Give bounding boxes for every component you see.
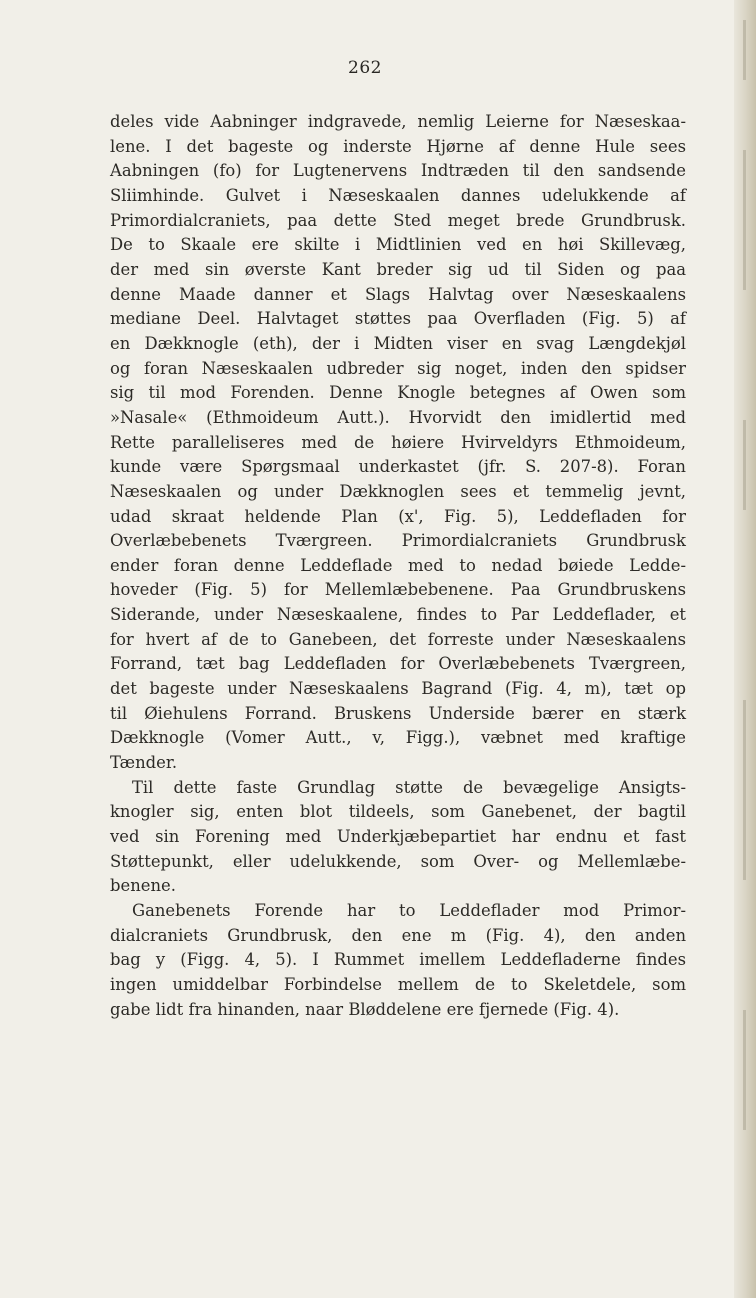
text-line: og foran Næseskaalen udbreder sig noget, inden den spidser bbox=[110, 358, 686, 378]
text-line: Til dette faste Grundlag støtte de bevægelige Ansigts- bbox=[132, 777, 686, 797]
text-line: bag y (Figg. 4, 5). I Rummet imellem Leddefladerne findes bbox=[110, 950, 686, 970]
text-line: ved sin Forening med Underkjæbepartiet har endnu et fast bbox=[110, 827, 686, 847]
text-line: ender foran denne Leddeflade med to nedad bøiede Ledde- bbox=[110, 555, 686, 575]
text-line: ingen umiddelbar Forbindelse mellem de to Skeletdele, som bbox=[110, 974, 686, 994]
text-line: deles vide Aabninger indgravede, nemlig Leierne for Næseskaa- bbox=[110, 112, 686, 131]
edge-strip bbox=[743, 150, 746, 290]
text-line: udad skraat heldende Plan (x', Fig. 5), Leddefladen for bbox=[110, 506, 686, 526]
text-line: dialcraniets Grundbrusk, den ene m (Fig. 4), den anden bbox=[110, 925, 686, 945]
paragraph bbox=[110, 776, 686, 899]
text-line: Forrand, tæt bag Leddefladen for Overlæbebenets Tværgreen, bbox=[110, 654, 686, 674]
text-line: denne Maade danner et Slags Halvtag over Næseskaalens bbox=[110, 284, 686, 304]
paragraph bbox=[110, 899, 686, 1022]
text-line: lene. I det bageste og inderste Hjørne af denne Hule sees bbox=[110, 136, 686, 156]
edge-strip bbox=[743, 700, 746, 880]
text-line: kunde være Spørgsmaal underkastet (jfr. S. 207-8). Foran bbox=[110, 457, 686, 477]
text-line: Sliimhinde. Gulvet i Næseskaalen dannes udelukkende af bbox=[110, 185, 686, 205]
text-line: Støttepunkt, eller udelukkende, som Over- og Mellemlæbe- bbox=[110, 851, 686, 871]
text-line: Næseskaalen og under Dækknoglen sees et temmelig jevnt, bbox=[110, 481, 686, 501]
edge-strip bbox=[743, 420, 746, 510]
text-line: det bageste under Næseskaalens Bagrand (Fig. 4, m), tæt op bbox=[110, 679, 686, 699]
text-line: Siderande, under Næseskaalene, findes to Par Leddeflader, et bbox=[110, 605, 686, 625]
text-line: mediane Deel. Halvtaget støttes paa Overfladen (Fig. 5) af bbox=[110, 309, 686, 329]
text-line: Aabningen (fo) for Lugtenervens Indtræden til den sandsende bbox=[110, 161, 686, 181]
text-line: Overlæbebenets Tværgreen. Primordialcraniets Grundbrusk bbox=[110, 531, 686, 551]
page-edge bbox=[734, 0, 756, 1298]
text-line: sig til mod Forenden. Denne Knogle betegnes af Owen som bbox=[110, 383, 686, 403]
text-line: for hvert af de to Ganebeen, det forreste under Næseskaalens bbox=[110, 629, 686, 649]
text-line: »Nasale« (Ethmoideum Autt.). Hvorvidt den imidlertid med bbox=[110, 407, 686, 427]
edge-strip bbox=[743, 1010, 746, 1130]
text-line: Dækknogle (Vomer Autt., v, Figg.), væbnet med kraftige bbox=[110, 728, 686, 748]
text-line: til Øiehulens Forrand. Bruskens Underside bærer en stærk bbox=[110, 703, 686, 723]
text-line: Rette paralleliseres med de høiere Hvirveldyrs Ethmoideum, bbox=[110, 432, 686, 452]
text-line: en Dækknogle (eth), der i Midten viser en svag Længdekjøl bbox=[110, 333, 686, 353]
page-number: 262 bbox=[348, 58, 382, 78]
text-line: hoveder (Fig. 5) for Mellemlæbebenene. Paa Grundbruskens bbox=[110, 580, 686, 600]
text-line: der med sin øverste Kant breder sig ud til Siden og paa bbox=[110, 259, 686, 279]
text-line: Primordialcraniets, paa dette Sted meget brede Grundbrusk. bbox=[110, 210, 686, 230]
edge-strip bbox=[743, 20, 746, 80]
text-line: knogler sig, enten blot tildeels, som Ganebenet, der bagtil bbox=[110, 802, 686, 822]
text-line: benene. bbox=[110, 876, 176, 896]
text-line: De to Skaale ere skilte i Midtlinien ved en høi Skillevæg, bbox=[110, 235, 686, 255]
body-text bbox=[110, 110, 686, 1022]
text-line: gabe lidt fra hinanden, naar Bløddelene ere fjernede (Fig. 4). bbox=[110, 999, 620, 1019]
text-line: Ganebenets Forende har to Leddeflader mod Primor- bbox=[132, 901, 686, 920]
paragraph bbox=[110, 110, 686, 776]
text-line: Tænder. bbox=[110, 753, 178, 773]
